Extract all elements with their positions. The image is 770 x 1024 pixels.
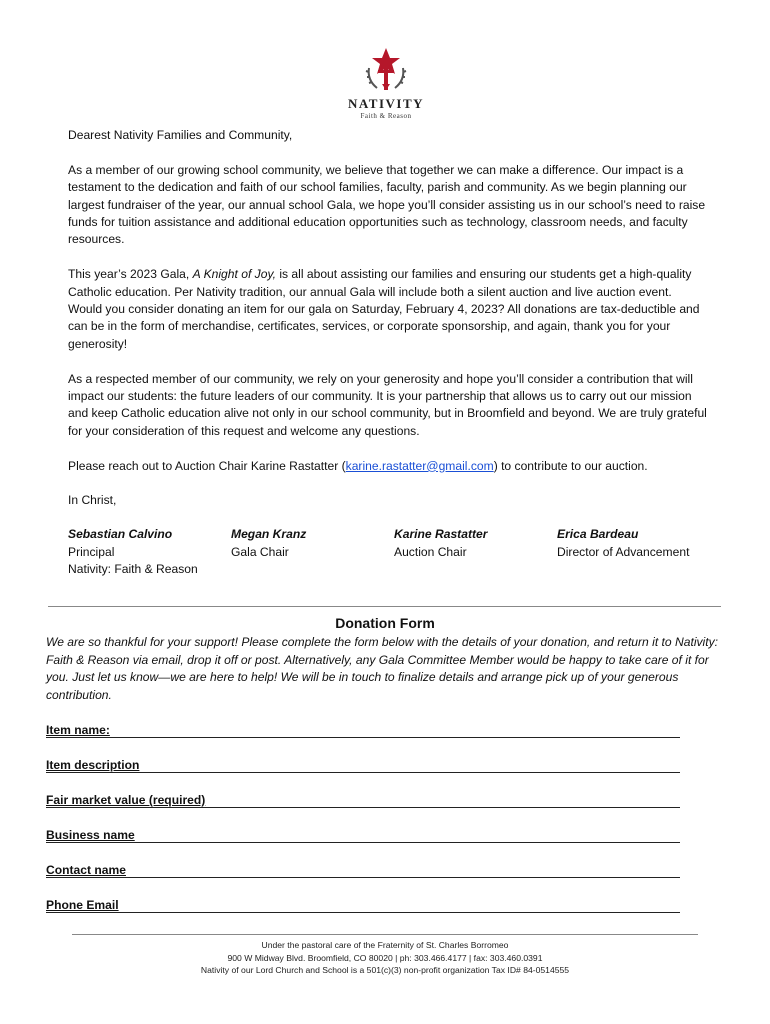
signatory-name: Megan Kranz: [231, 527, 307, 541]
signatory-1: [68, 526, 198, 579]
signatory-org: Nativity: Faith & Reason: [68, 562, 198, 576]
logo-name: NATIVITY: [347, 96, 425, 111]
letter-paragraph-2: [68, 266, 708, 353]
signatory-3: [394, 526, 487, 561]
section-divider: [48, 606, 721, 607]
business-name-field[interactable]: [46, 824, 680, 843]
signatory-name: Erica Bardeau: [557, 527, 639, 541]
letter-paragraph-3: As a respected member of our community, we rely on your generosity and hope you’ll consider a contribution that will impact our students: the future leaders of our community. It is your partnership that allows us to carry out our mission and keep Catholic education alive not only in our school community, but in Broomfield and beyond. We are truly grateful for your consideration of this request and welcome any questions.: [68, 371, 707, 438]
signatory-name: Karine Rastatter: [394, 527, 488, 541]
letter-closing: In Christ,: [68, 493, 117, 508]
field-label: Phone Email: [46, 898, 119, 912]
field-label: Business name: [46, 828, 135, 842]
signatory-title: Principal: [68, 544, 115, 559]
field-label: Contact name: [46, 863, 126, 877]
field-label: Fair market value (required): [46, 793, 206, 807]
contact-name-field[interactable]: [46, 859, 680, 878]
p2-rest: is all about assisting our families and ensuring our students get a high-quality Catholic education. Per Nativity tradition, our annual Gala will include both a silent auction and live auction event. Would you consider donating an item for our gala on Saturday, February 4, 2023? All donations are tax-deductible and can be in the form of merchandise, certificates, services, or corporate sponsorship, and again, thank you for your generosity!: [68, 267, 700, 351]
p2-start: This year’s 2023 Gala,: [68, 267, 193, 282]
field-label: Item name:: [46, 723, 110, 737]
form-intro: We are so thankful for your support! Please complete the form below with the details of your donation, and return it to Nativity: Faith & Reason via email, drop it off or post. Alternatively, any Gala Committee Member would be happy to take care of it for you. Just let us know—we are here to help! We will be in touch to finalize details and arrange pick up of your generous contribution.: [46, 635, 719, 702]
logo-tagline: Faith & Reason: [360, 112, 412, 120]
footer-line-1: Under the pastoral care of the Fraternity of St. Charles Borromeo: [261, 940, 509, 950]
p4-start: Please reach out to Auction Chair Karine Rastatter (: [68, 458, 346, 473]
field-label: Item description: [46, 758, 140, 772]
footer-line-2: 900 W Midway Blvd. Broomfield, CO 80020 | ph: 303.466.4177 | fax: 303.460.0391: [227, 952, 543, 963]
signatory-title: Gala Chair: [231, 544, 289, 559]
phone-email-field[interactable]: [46, 894, 680, 913]
signatory-2: [231, 526, 306, 561]
signatory-4: [557, 526, 689, 561]
signatory-name: Sebastian Calvino: [68, 527, 173, 541]
email-link[interactable]: karine.rastatter@gmail.com: [345, 458, 494, 473]
footer: [0, 939, 770, 977]
letter-body: [68, 127, 708, 527]
item-description-field[interactable]: [46, 754, 680, 773]
form-title: Donation Form: [335, 615, 435, 631]
fair-market-value-field[interactable]: [46, 789, 680, 808]
item-name-field[interactable]: [46, 719, 680, 738]
signatory-title: Director of Advancement: [557, 544, 690, 559]
footer-divider: [72, 934, 698, 935]
footer-line-3: Nativity of our Lord Church and School is a 501(c)(3) non-profit organization Tax ID# 84-0514555: [200, 965, 570, 976]
letter-greeting: Dearest Nativity Families and Community,: [68, 128, 293, 142]
letter-paragraph-1: As a member of our growing school community, we believe that together we can make a difference. Our impact is a testament to the dedication and faith of our school families, faculty, parish and community. As we begin planning our largest fundraiser of the year, our annual school Gala, we hope you’ll consider assisting us in our school’s need to raise funds for tuition assistance and additional education opportunities such as technology, classroom needs, and faculty resources.: [68, 162, 706, 247]
signatory-title: Auction Chair: [394, 544, 467, 559]
school-logo: [343, 46, 429, 120]
cross-emblem-icon: [363, 46, 409, 94]
letter-paragraph-4: [68, 458, 708, 475]
gala-title: A Knight of Joy,: [192, 267, 276, 282]
p4-end: ) to contribute to our auction.: [493, 458, 648, 473]
